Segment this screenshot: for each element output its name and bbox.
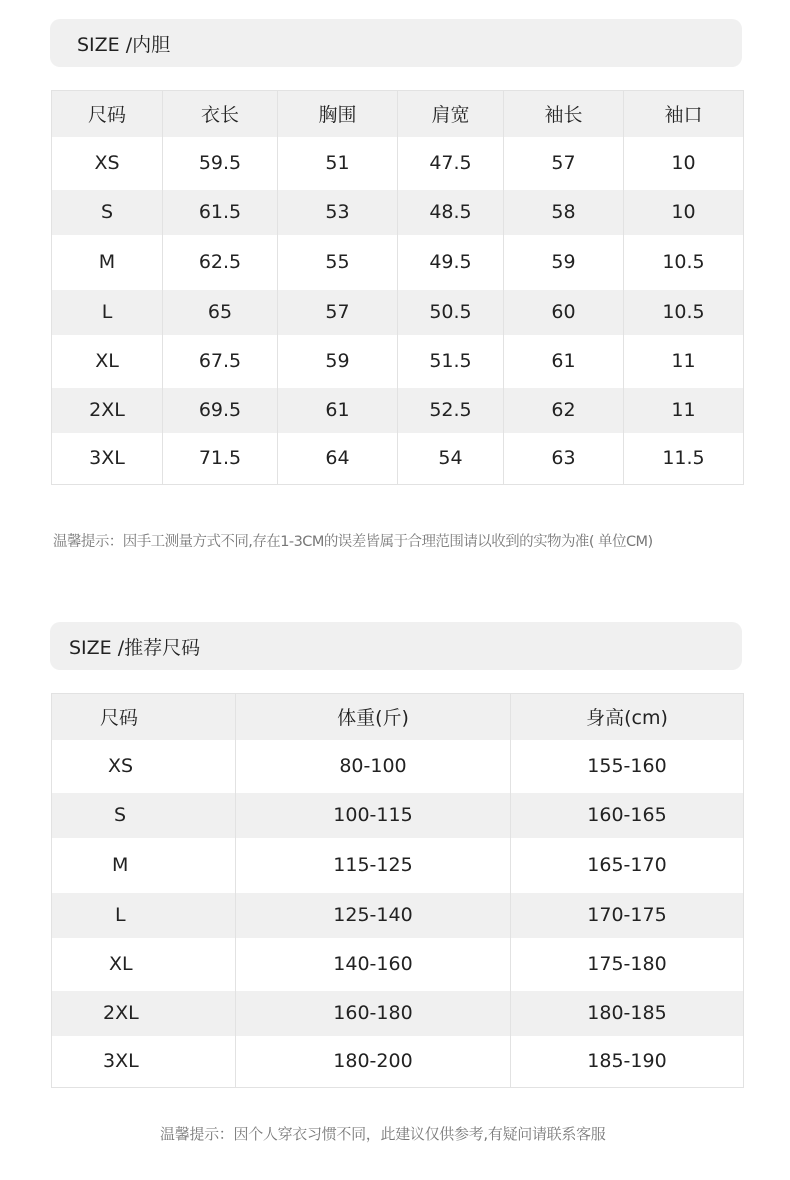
table-cell: 125-140: [236, 893, 511, 938]
table-cell: 59.5: [163, 137, 278, 190]
recommended-size-table: [51, 693, 744, 1088]
table-cell: 160-180: [236, 991, 511, 1036]
table-cell: 51.5: [398, 335, 504, 388]
column-header: 袖长: [504, 91, 624, 137]
table-row: [52, 838, 744, 893]
table-row: [52, 740, 744, 793]
table-cell: S: [52, 190, 163, 235]
table-cell: 170-175: [511, 893, 744, 938]
table-cell: 61.5: [163, 190, 278, 235]
table-row: [52, 793, 744, 838]
table-cell: 11: [624, 388, 744, 433]
table-row: [52, 290, 744, 335]
table-cell: 2XL: [52, 991, 236, 1036]
table-cell: 2XL: [52, 388, 163, 433]
column-header: 尺码: [52, 694, 236, 740]
table-row: [52, 938, 744, 991]
table-cell: 10.5: [624, 235, 744, 290]
table-row: [52, 1036, 744, 1088]
table-cell: 60: [504, 290, 624, 335]
recommendation-note: 温馨提示：因个人穿衣习惯不同，此建议仅供参考,有疑问请联系客服: [160, 1125, 606, 1143]
table-cell: 160-165: [511, 793, 744, 838]
table-cell: 175-180: [511, 938, 744, 991]
table-cell: XL: [109, 953, 133, 975]
table-cell: 67.5: [163, 335, 278, 388]
table-row: [52, 190, 744, 235]
table-cell: S: [52, 793, 236, 838]
table-cell: 63: [504, 433, 624, 485]
table-cell: 71.5: [163, 433, 278, 485]
column-header: 袖口: [624, 91, 744, 137]
table-cell: L: [52, 893, 236, 938]
measurement-note: 温馨提示：因手工测量方式不同,存在1-3CM的误差皆属于合理范围请以收到的实物为准( 单位CM): [53, 534, 653, 550]
table-cell: 54: [398, 433, 504, 485]
table-cell: 100-115: [236, 793, 511, 838]
table-cell: 61: [278, 388, 398, 433]
table-cell: 49.5: [398, 235, 504, 290]
table-cell: 165-170: [511, 838, 744, 893]
column-header: 肩宽: [398, 91, 504, 137]
table-cell: 65: [163, 290, 278, 335]
table-cell: 53: [278, 190, 398, 235]
table-cell: 10: [624, 190, 744, 235]
table-cell: 57: [504, 137, 624, 190]
table-cell: 185-190: [511, 1036, 744, 1088]
table-cell: 80-100: [236, 740, 511, 793]
table-row: [52, 388, 744, 433]
section-header-inner-liner: [50, 19, 742, 67]
table-cell: 59: [278, 335, 398, 388]
table-cell: 11: [624, 335, 744, 388]
table-cell: 55: [278, 235, 398, 290]
column-header: 尺码: [52, 91, 163, 137]
table-cell: 180-185: [511, 991, 744, 1036]
table-cell: 47.5: [398, 137, 504, 190]
table-cell: 10.5: [624, 290, 744, 335]
table-row: [52, 137, 744, 190]
table-cell: 115-125: [236, 838, 511, 893]
table-header-row: [52, 91, 744, 137]
column-header: 体重(斤): [236, 694, 511, 740]
table-cell: 62: [504, 388, 624, 433]
column-header: 胸围: [278, 91, 398, 137]
table-cell: 155-160: [511, 740, 744, 793]
table-cell: 50.5: [398, 290, 504, 335]
size-measurement-table: [51, 90, 744, 485]
section-title: SIZE /推荐尺码: [69, 636, 201, 659]
table-cell: 61: [504, 335, 624, 388]
section-header-recommended-size: [50, 622, 742, 670]
table-cell: M: [112, 854, 129, 876]
column-header: 身高(cm): [511, 694, 744, 740]
table-cell: 62.5: [163, 235, 278, 290]
table-cell: 3XL: [89, 447, 125, 470]
table-header-row: [52, 694, 744, 740]
table-cell: XS: [108, 755, 134, 777]
table-cell: 11.5: [624, 433, 744, 485]
table-cell: M: [98, 251, 116, 273]
table-row: [52, 433, 744, 485]
table-cell: 180-200: [236, 1036, 511, 1088]
table-row: [52, 335, 744, 388]
table-row: [52, 893, 744, 938]
table-cell: XL: [95, 350, 119, 372]
table-cell: 51: [278, 137, 398, 190]
section-title: SIZE /内胆: [77, 33, 171, 56]
table-cell: 48.5: [398, 190, 504, 235]
table-cell: 69.5: [163, 388, 278, 433]
table-row: [52, 991, 744, 1036]
table-cell: 3XL: [103, 1050, 139, 1073]
column-header: 衣长: [163, 91, 278, 137]
table-cell: 140-160: [236, 938, 511, 991]
table-cell: 57: [278, 290, 398, 335]
table-row: [52, 235, 744, 290]
table-cell: 10: [624, 137, 744, 190]
table-cell: 64: [278, 433, 398, 485]
table-cell: 52.5: [398, 388, 504, 433]
table-cell: 59: [504, 235, 624, 290]
table-cell: 58: [504, 190, 624, 235]
table-cell: XS: [94, 152, 120, 174]
table-cell: L: [52, 290, 163, 335]
